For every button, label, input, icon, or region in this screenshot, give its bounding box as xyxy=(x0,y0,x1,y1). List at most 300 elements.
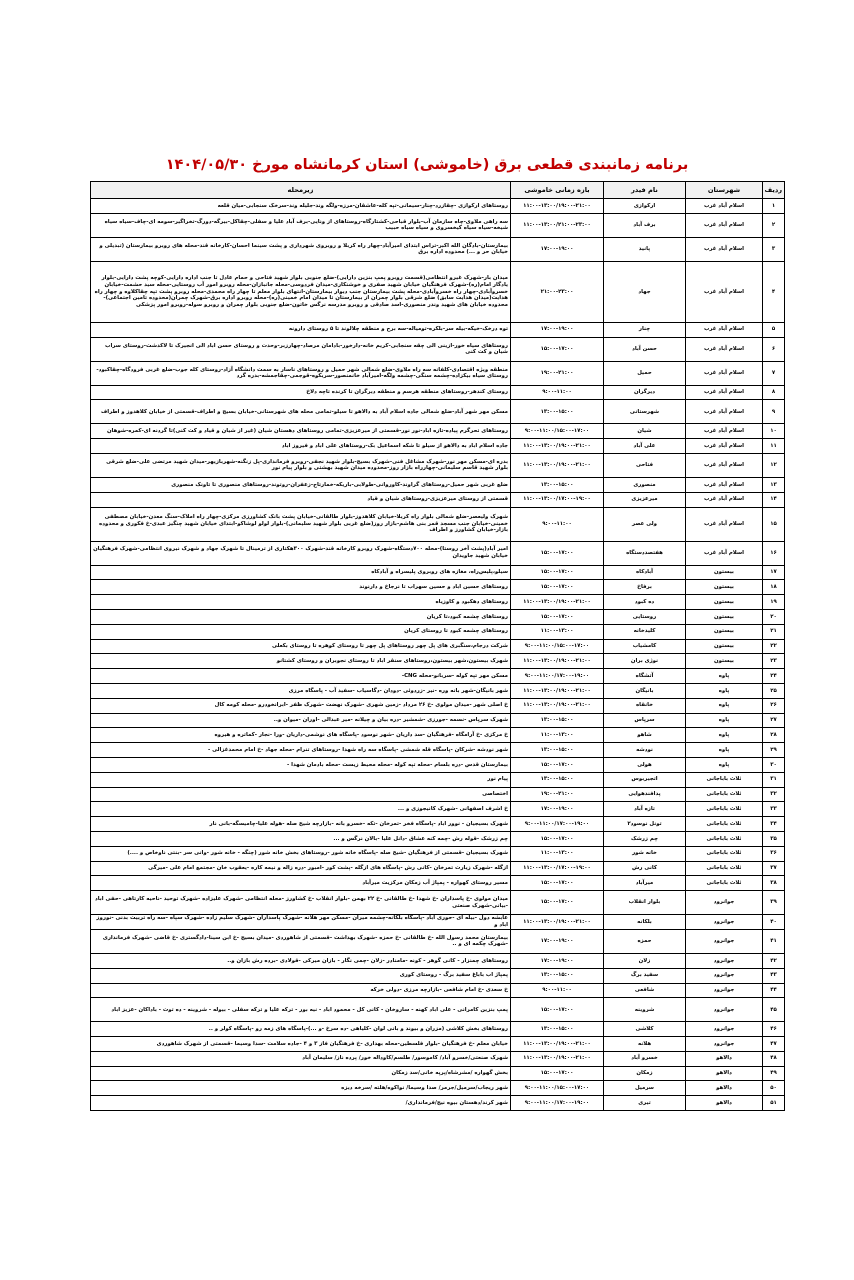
row-number-cell: ۲۸ xyxy=(763,728,785,743)
city-cell: جوانرود xyxy=(686,998,763,1022)
time-range-cell: ۲۱:۰۰-۲۳:۰۰ xyxy=(511,261,604,322)
area-cell: منطقه ویژه اقتصادی-کلفانه سه راه ملاوی-ضلع شمالی شهر حمیل و روستاهای ناسار به سمت دانشگاه آزاد-روستای کله جوب-ضلع غربی فرودگاه-چقاکبود-روستای سیاه بیکزاده-چشمه سنگی-چشمه ولگه-امیرآباد خانمنصور-سربکوه-قوجمی-چقاجمشه-بدره گرد xyxy=(91,361,511,385)
table-row xyxy=(91,929,785,953)
row-number-cell: ۱۴ xyxy=(763,492,785,507)
time-range-cell: ۱۵:۰۰-۱۷:۰۰ xyxy=(511,757,604,772)
feeder-cell: هولی xyxy=(604,757,686,772)
time-range-cell: ۱۱:۰۰-۱۳:۰۰ xyxy=(511,846,604,861)
time-range-cell: ۱۱:۰۰-۱۳:۰۰/۱۹:۰۰-۲۱:۰۰ xyxy=(511,654,604,669)
table-row xyxy=(91,541,785,565)
city-cell: اسلام آباد غرب xyxy=(686,337,763,361)
row-number-cell: ۲۴ xyxy=(763,669,785,684)
feeder-cell: خانقاه xyxy=(604,698,686,713)
row-number-cell: ۱۱ xyxy=(763,439,785,454)
feeder-cell: کامشیاب xyxy=(604,639,686,654)
area-cell: میدان مولوی -خ پاسداران -خ شهدا -خ طالقانی -خ ۲۲ بهمن -بلوار انقلاب -خ کشاورز -محله انتظامی -شهرک علیزاده -شهرک توحید -ناحیه کارتاهی -حفی اباد -بیانی-شهرک صنعتی xyxy=(91,891,511,915)
feeder-cell: خسرو آباد xyxy=(604,1051,686,1066)
city-cell: پاوه xyxy=(686,683,763,698)
table-row xyxy=(91,772,785,787)
row-number-cell: ۲۷ xyxy=(763,713,785,728)
row-number-cell: ۳۵ xyxy=(763,831,785,846)
area-cell: عابشه دول -بیله ای -حوری آباد -پاسگاه بلکانه-چشمه میران -مسکن مهر هلانه -شهرک پاسداران -شهرک سلیم زاده -شهرک سپاه -سه راه تربیت بدنی -نوروز اباد و xyxy=(91,915,511,930)
feeder-cell: حمزه xyxy=(604,929,686,953)
table-row xyxy=(91,787,785,802)
time-range-cell: ۱۵:۰۰-۱۷:۰۰ xyxy=(511,1066,604,1081)
time-range-cell: ۹:۰۰-۱۱:۰۰/۱۵:۰۰-۱۷:۰۰ xyxy=(511,424,604,439)
area-cell: توه درخک-خیکه-بیله سر-بلکره-تومیاله-سه برج و منطقه چلالوند تا ۵ روستای دارونه xyxy=(91,322,511,337)
outage-schedule-table xyxy=(90,181,785,1111)
table-row xyxy=(91,728,785,743)
area-cell: ضلع غربی شهر حمیل-روستاهای گراوند-کاوروانی-طولابی-باریکه-خمارتاج-زعفران-روتوند-روستاهای منصوری تا تاونک منصوری xyxy=(91,477,511,492)
area-cell: پمپ بنزین کامرانی - علی اباد کهنه - ساروخان - کانی کل - محمود اباد - نیه بور - ترکه علیا و ترکه سفلی - بیوله - شروینه - ده توت - باداکان -عزیز اباد xyxy=(91,998,511,1022)
area-cell: بدره ای-مسکن مهر نور-شهرک مشاغل فنی-شهرک بسیج-بلوار شهید نجفی-روبرو فرمانداری-پل زنگنه-شهربازیهر-میدان شهید مرتضی علی-ضلع شرقی بلوار شهید قاسم سلیمانی-چهارراه بازار روز-محدوده میدان شهید بهشتی و بلوار پیام نور xyxy=(91,453,511,477)
time-range-cell: ۱۱:۰۰-۱۳:۰۰/۱۹:۰۰-۲۱:۰۰ xyxy=(511,683,604,698)
time-range-cell: ۱۵:۰۰-۱۷:۰۰ xyxy=(511,580,604,595)
time-range-cell: ۱۵:۰۰-۱۷:۰۰ xyxy=(511,609,604,624)
feeder-cell: سفید برگ xyxy=(604,968,686,983)
feeder-cell: اتجیربوس xyxy=(604,772,686,787)
city-cell: اسلام آباد غرب xyxy=(686,261,763,322)
feeder-cell: هلانه xyxy=(604,1037,686,1052)
table-row xyxy=(91,361,785,385)
table-row xyxy=(91,439,785,454)
city-cell: پاوه xyxy=(686,743,763,758)
table-row xyxy=(91,492,785,507)
row-number-cell: ۱۳ xyxy=(763,477,785,492)
city-cell: بیستون xyxy=(686,565,763,580)
table-row xyxy=(91,968,785,983)
area-cell: خ اشرف اصفهانی -شهرک کانیجوزی و ... xyxy=(91,802,511,817)
row-number-cell: ۲۰ xyxy=(763,609,785,624)
time-range-cell: ۱۳:۰۰-۱۵:۰۰ xyxy=(511,713,604,728)
feeder-cell: نوژی بران xyxy=(604,654,686,669)
time-range-cell: ۱۹:۰۰-۲۱:۰۰ xyxy=(511,361,604,385)
area-cell: مسیر روستای کهواره - پمپاژ آب زمکان مرکزیت میرآباد xyxy=(91,876,511,891)
city-cell: ثلاث باباجانی xyxy=(686,772,763,787)
row-number-cell: ۹ xyxy=(763,400,785,424)
row-number-cell: ۴۹ xyxy=(763,1066,785,1081)
city-cell: پاوه xyxy=(686,713,763,728)
city-cell: ثلاث باباجانی xyxy=(686,817,763,832)
row-number-cell: ۲۵ xyxy=(763,683,785,698)
feeder-cell: کانی رش xyxy=(604,861,686,876)
table-row xyxy=(91,580,785,595)
time-range-cell: ۹:۰۰-۱۱:۰۰ xyxy=(511,983,604,998)
table-row xyxy=(91,1022,785,1037)
feeder-cell: میرعزیزی xyxy=(604,492,686,507)
table-header-row xyxy=(91,182,785,199)
time-range-cell: ۱۱:۰۰-۱۳:۰۰ xyxy=(511,728,604,743)
city-cell: جوانرود xyxy=(686,929,763,953)
city-cell: جوانرود xyxy=(686,983,763,998)
area-cell: پیام نور xyxy=(91,772,511,787)
time-range-cell: ۱۱:۰۰-۱۳:۰۰/۱۹:۰۰-۲۱:۰۰ xyxy=(511,199,604,214)
row-number-cell: ۳۲ xyxy=(763,787,785,802)
feeder-cell: پدافندهوایی xyxy=(604,787,686,802)
table-row xyxy=(91,199,785,214)
time-range-cell: ۱۵:۰۰-۱۷:۰۰ xyxy=(511,565,604,580)
city-cell: ثلاث باباجانی xyxy=(686,787,763,802)
table-row xyxy=(91,507,785,541)
time-range-cell: ۱۵:۰۰-۱۷:۰۰ xyxy=(511,541,604,565)
row-number-cell: ۱۷ xyxy=(763,565,785,580)
city-cell: جوانرود xyxy=(686,915,763,930)
table-row xyxy=(91,757,785,772)
feeder-cell: خانه شور xyxy=(604,846,686,861)
table-row xyxy=(91,453,785,477)
feeder-cell: شروینه xyxy=(604,998,686,1022)
row-number-cell: ۳۷ xyxy=(763,861,785,876)
feeder-cell: شاهو xyxy=(604,728,686,743)
table-row xyxy=(91,802,785,817)
area-cell: خیابان معلم -خ فرهنگیان -بلوار فلسطین-محله بهداری -خ فرهنگیان فاز ۳ و ۴ -جاده سلامت -سدا وسیما -قسمتی از شهرک شاهوردی xyxy=(91,1037,511,1052)
row-number-cell: ۴۷ xyxy=(763,1037,785,1052)
table-row xyxy=(91,915,785,930)
table-row xyxy=(91,1051,785,1066)
table-row xyxy=(91,385,785,400)
row-number-cell: ۴ xyxy=(763,261,785,322)
row-number-cell: ۳۶ xyxy=(763,846,785,861)
time-range-cell: ۹:۰۰-۱۱:۰۰ xyxy=(511,507,604,541)
area-cell: شهرک ولیعصر-ضلع شمالی بلوار راه کربلا-خیابان کلاهدوز-بلوار طالقانی-خیابان پشت بانک کشاورزی مرکزی-چهار راه املاک-سنگ معدن-خیابان مصطفی خمینی-خیابان جنب مسجد قمر بنی هاشم-بازار روز(ضلع غربی بلوار شهید سلیمانی)-بلوار لولو لوشاکو-ابتدای خیابان شهید چنگیز عبدی-خ فکوری و محدوده بازار-خیابان کشاورز و اطراف xyxy=(91,507,511,541)
city-cell: اسلام آباد غرب xyxy=(686,492,763,507)
row-number-cell: ۳۱ xyxy=(763,772,785,787)
time-range-cell: ۹:۰۰-۱۱:۰۰/۱۷:۰۰-۱۹:۰۰ xyxy=(511,669,604,684)
city-cell: اسلام آباد غرب xyxy=(686,541,763,565)
city-cell: بیستون xyxy=(686,624,763,639)
area-cell: روستاهای حسین اباد و حسین سهراب تا نرجاخ و دارنوند xyxy=(91,580,511,595)
feeder-cell: تیری xyxy=(604,1096,686,1111)
feeder-cell: جهاد xyxy=(604,261,686,322)
area-cell: امیر آباد(پشت آخر روستا)-محله ۷۰۰دستگاه-شهرک روبرو کارخانه قند-شهرک ۳۰۰هکتاری از ترمینال تا شهرک جهاد و شهرک نیروی انتظامی-شهرک فرهنگیان خیابان شهید جاویدان xyxy=(91,541,511,565)
row-number-cell: ۳ xyxy=(763,237,785,261)
area-cell: میدان بار-شهرک غیرو انتظامی(قسمت روبرو پمپ بنزین دارایی)-ضلع جنوبی بلوار شهید فتاحی و حمام عادل تا جنب اداره دارایی-کوچه پشت دارایی-بلوار یادگار امام(ره)-شهرک فرهنگیان خیابان شهید صفری و خوشنکاری-میدان فردوسی-محله جانبازان-محله روبرو امور آب روستایی-محله سید حشمت-خیابان خسروآبادی-چهار راه خسروآبادی-محله پشت بیمارستان جنب دیوار بیمارستان-انتهای بلوار معلم تا چهار راه محمدی-محله روبرو پشت تپه چقاکلاوه و چهار راه هدایت(میدان هدایت سابق) ضلع شرقی بلوار چمران از بیمارستان تا میدان امام خمینی(ره)-محله روبرو اداره برق-شهرک چمران(محدوده تامین اجتماعی)-محدوده خیابان های شهید وندر منصوری-اسد صادقی و روبرو مدرسه نرگس خاتون-ضلع جنوبی بلوار چمران و روبرو سوله-روبرو امور پزشکی xyxy=(91,261,511,322)
city-cell: جوانرود xyxy=(686,953,763,968)
table-row xyxy=(91,846,785,861)
time-range-cell: ۱۳:۰۰-۱۵:۰۰ xyxy=(511,772,604,787)
area-cell: بیمارستان محمد رسول الله -خ طالقانی -خ حمزه -شهرک بهداشت -قسمتی از شاهوردی -میدان بسیج -خ ابن سینا-دادگستری -خ قاضی -شهرک فرمانداری -شهرک چکمه ای و .. xyxy=(91,929,511,953)
feeder-cell: برف آباد xyxy=(604,213,686,237)
feeder-cell: آتشگاه xyxy=(604,669,686,684)
row-number-cell: ۲ xyxy=(763,213,785,237)
table-row xyxy=(91,213,785,237)
row-number-cell: ۲۱ xyxy=(763,624,785,639)
area-cell: شهرک بیستون،شهر بیستون،روستاهای سنقر اباد تا روستای نجوبران و روستای کشتانو xyxy=(91,654,511,669)
table-row xyxy=(91,998,785,1022)
row-number-cell: ۱۵ xyxy=(763,507,785,541)
table-row xyxy=(91,654,785,669)
area-cell: روستاهای چشمه کبود،تا کریان xyxy=(91,609,511,624)
time-range-cell: ۹:۰۰-۱۱:۰۰/۱۵:۰۰-۱۷:۰۰ xyxy=(511,1081,604,1096)
row-number-cell: ۱ xyxy=(763,199,785,214)
table-row xyxy=(91,477,785,492)
area-cell: قسمتی از روستای میرعزیزی-روستاهای شیان و قیاد xyxy=(91,492,511,507)
table-row xyxy=(91,876,785,891)
area-cell: روستاهای چشمه کبود تا روستای کریان xyxy=(91,624,511,639)
row-number-cell: ۳۸ xyxy=(763,876,785,891)
city-cell: ثلاث باباجانی xyxy=(686,861,763,876)
area-cell: روستاهای چمنزار - کانی گوهر - کونه -مامنادر -زلان -چمی نگار - بازان میرکی -قولادی -برده رش بازان و.. xyxy=(91,953,511,968)
city-cell: اسلام آباد غرب xyxy=(686,507,763,541)
feeder-cell: پانیذ xyxy=(604,237,686,261)
area-cell: روستاهای ارکوازی -چقازرد-چنار-سیمانی-تپه کله-عاشقان-مرزه-ولگه وند-جلیله وند-سرخک سنجابی-میان قلعه xyxy=(91,199,511,214)
table-row xyxy=(91,683,785,698)
time-range-cell: ۱۱:۰۰-۱۳:۰۰/۱۷:۰۰-۱۹:۰۰ xyxy=(511,492,604,507)
city-cell: پاوه xyxy=(686,669,763,684)
area-cell: روستاهای دهکبود و کاوزیاه xyxy=(91,595,511,610)
area-cell: بیمارستان-بادگان الله اکبر-تراس ابتدای امیرآباد-چهار راه کربلا و روبروی شهرداری و پشت سینما احسان-کارخانه قند-محله های روبرو بیمارستان (تبدیلی و خیابان حر و ...) محدوده اداره برق xyxy=(91,237,511,261)
time-range-cell: ۱۱:۰۰-۱۳:۰۰/۱۹:۰۰-۲۱:۰۰ xyxy=(511,439,604,454)
feeder-cell: سرپاس xyxy=(604,713,686,728)
time-range-cell: ۱۱:۰۰-۱۳:۰۰/۱۹:۰۰-۲۱:۰۰ xyxy=(511,915,604,930)
time-range-cell: ۹:۰۰-۱۱:۰۰/۱۷:۰۰-۱۹:۰۰ xyxy=(511,1096,604,1111)
feeder-cell: روستایی xyxy=(604,609,686,624)
city-cell: اسلام آباد غرب xyxy=(686,477,763,492)
city-cell: بیستون xyxy=(686,595,763,610)
area-cell: مسکن مهر شهر آباد-ضلع شمالی جاده اسلام آباد به دالاهو تا سیلو-تمامی محله های شهرستانی-خیابان بسیج و اطراف-قسمتی از خیابان کلاهدوز و اطراف xyxy=(91,400,511,424)
time-range-cell: ۹:۰۰-۱۱:۰۰/۱۷:۰۰-۱۹:۰۰ xyxy=(511,817,604,832)
area-cell: شهر ریجاب/سرمیل/جرمر/ صدا وسیما/ نواکوه/هلته /سرخه دیزه xyxy=(91,1081,511,1096)
city-cell: پاوه xyxy=(686,728,763,743)
area-cell: روستای کندهر-روستاهای منطقه هرسم و منطقه دیرگران تا کرنده تاچه دلاخ xyxy=(91,385,511,400)
area-cell: مسکن مهر تپه کوله -سربانو-محله CNG- xyxy=(91,669,511,684)
row-number-cell: ۸ xyxy=(763,385,785,400)
area-cell: شهر بانیگان-شهر بانه وره -نیر -زردوئی -دودان -دگاسیاب -سفید آب - پاسگاه مرزی xyxy=(91,683,511,698)
city-cell: اسلام آباد غرب xyxy=(686,237,763,261)
city-cell: پاوه xyxy=(686,757,763,772)
city-cell: ثلاث باباجانی xyxy=(686,846,763,861)
area-cell: روستاهای بخش کلاشی (مزران و بیوند و بانی لوان -کلیاهی -ده سرخ -و ...)-پاسگاه های زمه رو -پاسگاه کولر و .. xyxy=(91,1022,511,1037)
time-range-cell: ۱۳:۰۰-۱۵:۰۰ xyxy=(511,968,604,983)
time-range-cell: ۱۵:۰۰-۱۷:۰۰ xyxy=(511,337,604,361)
time-range-cell: ۱۱:۰۰-۱۳:۰۰/۲۱:۰۰-۲۳:۰۰ xyxy=(511,213,604,237)
area-cell: چم زرشک -قوله رش -چمه کنه عشاق -دانل علیا -بالان نرگس و ... xyxy=(91,831,511,846)
table-row xyxy=(91,953,785,968)
time-range-cell: ۹:۰۰-۱۱:۰۰ xyxy=(511,385,604,400)
area-cell: شرکت درجام،سنگبری های پل چهر روستاهای پل چهر تا روستای کوهره تا روستای بکعلی xyxy=(91,639,511,654)
table-row xyxy=(91,609,785,624)
table-row xyxy=(91,861,785,876)
city-cell: اسلام آباد غرب xyxy=(686,213,763,237)
area-cell: خ اصلی شهر -میدان مولوی -خ ۲۶ مرداد -زمین شهری -شهرک نهضت -شهرک ظفر -ابرانخودرو -محله کومه کال xyxy=(91,698,511,713)
city-cell: دالاهو xyxy=(686,1066,763,1081)
city-cell: اسلام آباد غرب xyxy=(686,385,763,400)
area-cell: شهرک صنعتی/خسرو آباد/ کاموسور/ طلسم/کاوداله خور/ پرده ناز/ سلیمان آباد xyxy=(91,1051,511,1066)
row-number-cell: ۴۳ xyxy=(763,968,785,983)
time-range-cell: ۱۵:۰۰-۱۷:۰۰ xyxy=(511,891,604,915)
city-cell: بیستون xyxy=(686,580,763,595)
time-range-cell: ۱۷:۰۰-۱۹:۰۰ xyxy=(511,237,604,261)
row-number-cell: ۲۳ xyxy=(763,654,785,669)
time-range-cell: ۱۱:۰۰-۱۳:۰۰/۱۹:۰۰-۲۱:۰۰ xyxy=(511,1051,604,1066)
table-row xyxy=(91,565,785,580)
city-cell: اسلام آباد غرب xyxy=(686,400,763,424)
table-row xyxy=(91,669,785,684)
row-number-cell: ۱۲ xyxy=(763,453,785,477)
city-cell: جوانرود xyxy=(686,1037,763,1052)
area-cell: شهرک بسیجیان - نوور اباد -پاسگاه فخر -تمرخان -تکه -خسرو بانه -بازارچه شیخ صله -هوله علیا-چامیسگه-بانی نار xyxy=(91,817,511,832)
time-range-cell: ۱۳:۰۰-۱۵:۰۰ xyxy=(511,477,604,492)
time-range-cell: ۱۱:۰۰-۱۳:۰۰/۱۹:۰۰-۲۱:۰۰ xyxy=(511,1037,604,1052)
feeder-cell: میرآباد xyxy=(604,876,686,891)
time-range-cell: ۱۵:۰۰-۱۷:۰۰ xyxy=(511,998,604,1022)
feeder-cell: تازه آباد xyxy=(604,802,686,817)
feeder-cell: نودشه xyxy=(604,743,686,758)
table-row xyxy=(91,1081,785,1096)
feeder-cell: هفتصددستگاه xyxy=(604,541,686,565)
table-row xyxy=(91,237,785,261)
feeder-cell: حسن آباد xyxy=(604,337,686,361)
table-row xyxy=(91,743,785,758)
row-number-cell: ۴۶ xyxy=(763,1022,785,1037)
feeder-cell: حمیل xyxy=(604,361,686,385)
row-number-cell: ۶ xyxy=(763,337,785,361)
time-range-cell: ۱۱:۰۰-۱۳:۰۰/۱۹:۰۰-۲۱:۰۰ xyxy=(511,453,604,477)
city-cell: ثلاث باباجانی xyxy=(686,876,763,891)
row-number-cell: ۳۳ xyxy=(763,802,785,817)
time-range-cell: ۱۷:۰۰-۱۹:۰۰ xyxy=(511,322,604,337)
city-cell: بیستون xyxy=(686,654,763,669)
area-cell: شهرک بسیجیان -قسمتی از فرهنگیان -شیخ صله -پاسگاه خانه شور -روستاهای بخش خانه شور (چنگه - خانه شور -وانی سر -بنتی ناوخاص و ....) xyxy=(91,846,511,861)
area-cell: پمپاژ اب باباغ سفید برگ - روستای کوری xyxy=(91,968,511,983)
area-cell: شهرک سرپاس -نسمه -جورزی -شمشیر -دره بیان و چیلانه -میر عبدالی -اوران -میوان و.. xyxy=(91,713,511,728)
feeder-cell: شهرستانی xyxy=(604,400,686,424)
table-row xyxy=(91,817,785,832)
table-row xyxy=(91,337,785,361)
page-title: برنامه زمانبندی قطعی برق (خاموشی) استان کرمانشاه مورخ ۱۴۰۴/۰۵/۳۰ xyxy=(165,157,689,173)
city-cell: دالاهو xyxy=(686,1081,763,1096)
city-cell: ثلاث باباجانی xyxy=(686,802,763,817)
row-number-cell: ۱۶ xyxy=(763,541,785,565)
feeder-cell: شافعی xyxy=(604,983,686,998)
table-row xyxy=(91,400,785,424)
table-row xyxy=(91,891,785,915)
area-cell: روستاهای تحرگرم پیاده-تازه اباد-نور نور-قسمتی از میرعزیزی-تمامی روستاهای دهستان شیان (غیر از شیان و قیاد و کت کنی)تا گردنه ای-کمره-شوهان xyxy=(91,424,511,439)
city-cell: اسلام آباد غرب xyxy=(686,361,763,385)
row-number-cell: ۵ xyxy=(763,322,785,337)
city-cell: بیستون xyxy=(686,639,763,654)
feeder-cell: کلیدخانه xyxy=(604,624,686,639)
area-cell: بخش گهواره /مشرشاه/پرپه خانی/سد زمکان xyxy=(91,1066,511,1081)
feeder-cell: بلوار انقلاب xyxy=(604,891,686,915)
area-cell: خ مرکزی -خ آرامگاه -فرهنگیان -سد داریان -شهر نوسود -پاسگاه های نوشمی-داریان -ورا -نجار -کماتره و هیروه xyxy=(91,728,511,743)
feeder-cell: ولی عصر xyxy=(604,507,686,541)
city-cell: جوانرود xyxy=(686,968,763,983)
row-number-cell: ۳۴ xyxy=(763,817,785,832)
area-cell: شهر نودشه -شرکان -پاسگاه قله شمشی -پاسگاه سه راه شهدا -روستاهای تنرام -محله جهاد -خ امام محمدغزالی - xyxy=(91,743,511,758)
city-cell: دالاهو xyxy=(686,1051,763,1066)
feeder-cell: منصوری xyxy=(604,477,686,492)
city-cell: دالاهو xyxy=(686,1096,763,1111)
area-cell: سه راهی ملاوی-چاه سازمان آب-بلوار قباحی-کشتارگاه-روستاهای از ونایی-برف آباد علیا و سفلی-چقاکل-بیرگه-دورگ-تخراگیر-سومه ای-چاف-سیاه سیاه شیخه-سیاه سیاه کیخسروی و سیاه سیاه حبیب xyxy=(91,213,511,237)
table-row xyxy=(91,1096,785,1111)
table-row xyxy=(91,424,785,439)
row-number-cell: ۴۲ xyxy=(763,953,785,968)
feeder-cell: بانیگان xyxy=(604,683,686,698)
row-number-cell: ۴۱ xyxy=(763,929,785,953)
city-cell: جوانرود xyxy=(686,891,763,915)
area-cell: خ سعدی -خ امام شافعی -بازارچه مرزی -دولی خرکه xyxy=(91,983,511,998)
feeder-cell: تونل نوسود۲ xyxy=(604,817,686,832)
table-row xyxy=(91,831,785,846)
row-number-cell: ۱۹ xyxy=(763,595,785,610)
area-cell: روستاهای سیاه خور-ازینی الی چقه سنجابی-کریم خانه-دارخور-بادامان مرصاد-چهارزبر-وحدت و روستای حسن اباد الی انجیرک تا لاکدشت-روستای سراب شیان و کت کنی xyxy=(91,337,511,361)
table-row xyxy=(91,322,785,337)
feeder-cell: برفاخ xyxy=(604,580,686,595)
row-number-cell: ۳۰ xyxy=(763,757,785,772)
table-row xyxy=(91,595,785,610)
city-cell: اسلام آباد غرب xyxy=(686,439,763,454)
row-number-cell: ۲۲ xyxy=(763,639,785,654)
row-number-cell: ۱۸ xyxy=(763,580,785,595)
feeder-cell: کلاشی xyxy=(604,1022,686,1037)
header-row-no: ردیف xyxy=(763,182,785,199)
table-row xyxy=(91,1066,785,1081)
time-range-cell: ۱۳:۰۰-۱۵:۰۰ xyxy=(511,1022,604,1037)
feeder-cell: سرمیل xyxy=(604,1081,686,1096)
row-number-cell: ۲۶ xyxy=(763,698,785,713)
area-cell: سیلو،پلیس‌راه، مغازه های روبروی پلیسراه و آبادکاه xyxy=(91,565,511,580)
time-range-cell: ۱۵:۰۰-۱۷:۰۰ xyxy=(511,831,604,846)
row-number-cell: ۴۸ xyxy=(763,1051,785,1066)
city-cell: اسلام آباد غرب xyxy=(686,322,763,337)
table-row xyxy=(91,261,785,322)
time-range-cell: ۱۷:۰۰-۱۹:۰۰ xyxy=(511,802,604,817)
header-city: شهرستان xyxy=(686,182,763,199)
table-row xyxy=(91,624,785,639)
table-row xyxy=(91,983,785,998)
row-number-cell: ۲۹ xyxy=(763,743,785,758)
table-row xyxy=(91,698,785,713)
row-number-cell: ۵۰ xyxy=(763,1081,785,1096)
header-time-range: بازه زمانی خاموشی xyxy=(511,182,604,199)
feeder-cell: چنار xyxy=(604,322,686,337)
area-cell: جاده اسلام اباد به دالاهو از سیلو تا شکه اسماعیل بک-روستاهای علی اباد و فیروز اباد xyxy=(91,439,511,454)
time-range-cell: ۱۱:۰۰-۱۳:۰۰ xyxy=(511,624,604,639)
feeder-cell: زلان xyxy=(604,953,686,968)
feeder-cell: دیرگران xyxy=(604,385,686,400)
feeder-cell: ده کبود xyxy=(604,595,686,610)
city-cell: اسلام آباد غرب xyxy=(686,199,763,214)
table-body xyxy=(91,199,785,1111)
area-cell: اختصاصی xyxy=(91,787,511,802)
header-area: زیرمحله xyxy=(91,182,511,199)
time-range-cell: ۱۱:۰۰-۱۳:۰۰/۱۹:۰۰-۲۱:۰۰ xyxy=(511,595,604,610)
header-feeder: نام فیدر xyxy=(604,182,686,199)
area-cell: بیمارستان قدس -دره بلسام -محله تپه کوله -محله محیط زیست -محله بادمان شهدا - xyxy=(91,757,511,772)
time-range-cell: ۱۳:۰۰-۱۵:۰۰ xyxy=(511,743,604,758)
time-range-cell: ۱۱:۰۰-۱۳:۰۰/۱۷:۰۰-۱۹:۰۰ xyxy=(511,861,604,876)
feeder-cell: ارکوازی xyxy=(604,199,686,214)
time-range-cell: ۹:۰۰-۱۱:۰۰/۱۵:۰۰-۱۷:۰۰ xyxy=(511,639,604,654)
city-cell: ثلاث باباجانی xyxy=(686,831,763,846)
row-number-cell: ۴۵ xyxy=(763,998,785,1022)
time-range-cell: ۱۹:۰۰-۲۱:۰۰ xyxy=(511,787,604,802)
feeder-cell: بلکانه xyxy=(604,915,686,930)
row-number-cell: ۳۹ xyxy=(763,891,785,915)
row-number-cell: ۴۴ xyxy=(763,983,785,998)
table-row xyxy=(91,713,785,728)
feeder-cell: زمکان xyxy=(604,1066,686,1081)
time-range-cell: ۱۵:۰۰-۱۷:۰۰ xyxy=(511,876,604,891)
feeder-cell: علی آباد xyxy=(604,439,686,454)
city-cell: اسلام آباد غرب xyxy=(686,424,763,439)
table-row xyxy=(91,1037,785,1052)
time-range-cell: ۱۷:۰۰-۱۹:۰۰ xyxy=(511,929,604,953)
time-range-cell: ۱۳:۰۰-۱۵:۰۰ xyxy=(511,400,604,424)
row-number-cell: ۱۰ xyxy=(763,424,785,439)
row-number-cell: ۷ xyxy=(763,361,785,385)
